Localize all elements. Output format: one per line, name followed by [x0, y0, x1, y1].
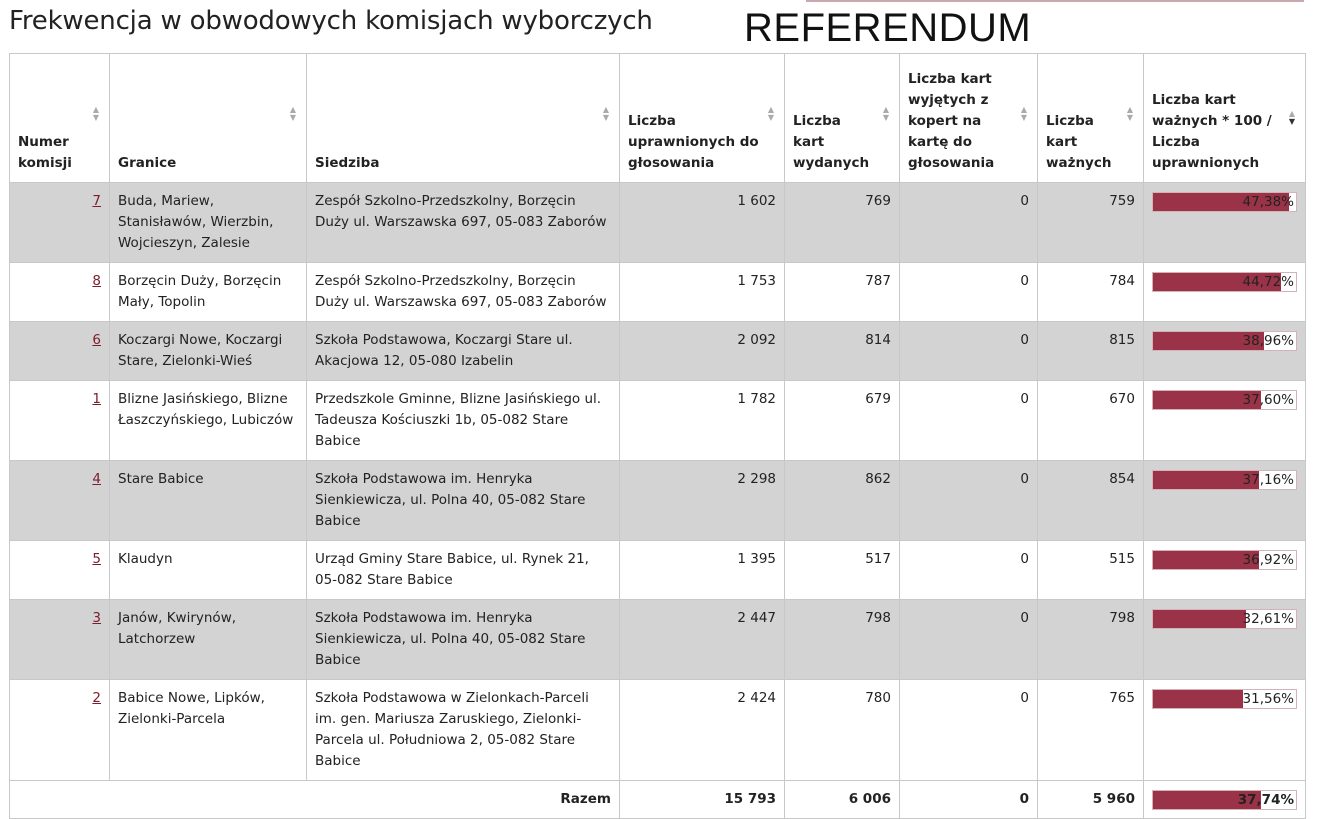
cell-wazne: 759 [1038, 183, 1144, 263]
cell-wazne: 765 [1038, 680, 1144, 781]
cell-wyjete: 0 [900, 600, 1038, 680]
cell-uprawnieni: 2 424 [620, 680, 785, 781]
column-header-wazne[interactable] [1038, 54, 1144, 183]
column-header-uprawnieni[interactable] [620, 54, 785, 183]
cell-frekwencja [1144, 541, 1306, 600]
total-wyjete: 0 [900, 781, 1038, 819]
commission-link[interactable]: 4 [92, 471, 101, 487]
total-frekwencja [1144, 781, 1306, 819]
column-header-label: Liczba uprawnionych do głosowania [628, 113, 759, 171]
cell-granice: Borzęcin Duży, Borzęcin Mały, Topolin [110, 263, 307, 322]
sort-icon[interactable]: ▲ ▼ [602, 105, 610, 122]
cell-numer [10, 600, 110, 680]
cell-numer [10, 381, 110, 461]
cell-wyjete: 0 [900, 381, 1038, 461]
cell-uprawnieni: 2 092 [620, 322, 785, 381]
table-header-row [10, 54, 1306, 183]
cell-numer [10, 183, 110, 263]
cell-siedziba: Zespół Szkolno-Przedszkolny, Borzęcin Duży ul. Warszawska 697, 05-083 Zaborów [307, 263, 620, 322]
turnout-bar-fill [1153, 690, 1243, 708]
referendum-heading: REFERENDUM [744, 6, 1032, 50]
turnout-table [9, 53, 1306, 819]
cell-wydane: 780 [785, 680, 900, 781]
cell-granice: Blizne Jasińskiego, Blizne Łaszczyńskiego, Lubiczów [110, 381, 307, 461]
cell-siedziba: Przedszkole Gminne, Blizne Jasińskiego ul. Tadeusza Kościuszki 1b, 05-082 Stare Babice [307, 381, 620, 461]
column-header-label: Siedziba [315, 155, 380, 171]
commission-link[interactable]: 3 [92, 610, 101, 626]
table-row [10, 183, 1306, 263]
turnout-bar [1152, 331, 1297, 351]
column-header-frekwencja[interactable] [1144, 54, 1306, 183]
commission-link[interactable]: 5 [92, 551, 101, 567]
column-header-granice[interactable] [110, 54, 307, 183]
total-wazne: 5 960 [1038, 781, 1144, 819]
cell-numer [10, 680, 110, 781]
cell-wydane: 769 [785, 183, 900, 263]
cell-wydane: 798 [785, 600, 900, 680]
turnout-percent: 36,92% [1242, 552, 1294, 568]
cell-granice: Klaudyn [110, 541, 307, 600]
cell-wazne: 854 [1038, 461, 1144, 541]
cell-siedziba: Szkoła Podstawowa, Koczargi Stare ul. Akacjowa 12, 05-080 Izabelin [307, 322, 620, 381]
cell-wazne: 784 [1038, 263, 1144, 322]
top-decor-line [806, 0, 1304, 2]
column-header-label: Liczba kart wyjętych z kopert na kartę do głosowania [908, 71, 995, 171]
sort-desc-icon[interactable]: ▲ ▼ [1288, 109, 1296, 126]
cell-wyjete: 0 [900, 322, 1038, 381]
cell-granice: Koczargi Nowe, Koczargi Stare, Zielonki-Wieś [110, 322, 307, 381]
total-wydane: 6 006 [785, 781, 900, 819]
sort-icon[interactable]: ▲ ▼ [1126, 105, 1134, 122]
table-row [10, 541, 1306, 600]
table-row [10, 600, 1306, 680]
cell-siedziba: Szkoła Podstawowa im. Henryka Sienkiewicza, ul. Polna 40, 05-082 Stare Babice [307, 600, 620, 680]
cell-wydane: 814 [785, 322, 900, 381]
cell-granice: Janów, Kwirynów, Latchorzew [110, 600, 307, 680]
cell-uprawnieni: 1 395 [620, 541, 785, 600]
commission-link[interactable]: 1 [92, 391, 101, 407]
cell-granice: Buda, Mariew, Stanisławów, Wierzbin, Wojcieszyn, Zalesie [110, 183, 307, 263]
column-header-wyjete[interactable] [900, 54, 1038, 183]
column-header-siedziba[interactable] [307, 54, 620, 183]
cell-siedziba: Szkoła Podstawowa im. Henryka Sienkiewicza, ul. Polna 40, 05-082 Stare Babice [307, 461, 620, 541]
cell-frekwencja [1144, 680, 1306, 781]
turnout-bar [1152, 390, 1297, 410]
turnout-bar [1152, 609, 1297, 629]
cell-numer [10, 322, 110, 381]
total-row [10, 781, 1306, 819]
cell-frekwencja [1144, 461, 1306, 541]
cell-wazne: 798 [1038, 600, 1144, 680]
table-row [10, 263, 1306, 322]
cell-wazne: 815 [1038, 322, 1144, 381]
cell-wazne: 515 [1038, 541, 1144, 600]
cell-frekwencja [1144, 183, 1306, 263]
cell-numer [10, 541, 110, 600]
turnout-percent: 32,61% [1242, 611, 1294, 627]
cell-wyjete: 0 [900, 263, 1038, 322]
cell-numer [10, 263, 110, 322]
cell-uprawnieni: 1 782 [620, 381, 785, 461]
table-row [10, 680, 1306, 781]
cell-wydane: 862 [785, 461, 900, 541]
turnout-bar [1152, 192, 1297, 212]
turnout-bar [1152, 790, 1297, 810]
cell-siedziba: Szkoła Podstawowa w Zielonkach-Parceli im. gen. Mariusza Zaruskiego, Zielonki-Parcela ul. Południowa 2, 05-082 Stare Babice [307, 680, 620, 781]
cell-wyjete: 0 [900, 541, 1038, 600]
sort-icon[interactable]: ▲ ▼ [767, 105, 775, 122]
turnout-percent: 37,16% [1242, 472, 1294, 488]
cell-frekwencja [1144, 600, 1306, 680]
cell-frekwencja [1144, 322, 1306, 381]
cell-granice: Babice Nowe, Lipków, Zielonki-Parcela [110, 680, 307, 781]
cell-wyjete: 0 [900, 461, 1038, 541]
cell-frekwencja [1144, 263, 1306, 322]
cell-wyjete: 0 [900, 680, 1038, 781]
column-header-wydane[interactable] [785, 54, 900, 183]
cell-wazne: 670 [1038, 381, 1144, 461]
cell-numer [10, 461, 110, 541]
commission-link[interactable]: 7 [92, 193, 101, 209]
sort-icon[interactable]: ▲ ▼ [1020, 105, 1028, 122]
turnout-percent: 38,96% [1242, 333, 1294, 349]
sort-icon[interactable]: ▲ ▼ [92, 105, 100, 122]
table-row [10, 322, 1306, 381]
turnout-bar [1152, 550, 1297, 570]
turnout-percent: 44,72% [1242, 274, 1294, 290]
column-header-label: Liczba kart ważnych * 100 / Liczba uprawnionych [1152, 92, 1272, 171]
turnout-percent: 37,74% [1237, 792, 1294, 808]
page-title: Frekwencja w obwodowych komisjach wyborczych [9, 6, 653, 36]
table-row [10, 381, 1306, 461]
cell-wydane: 517 [785, 541, 900, 600]
commission-link[interactable]: 2 [92, 690, 101, 706]
total-uprawnieni: 15 793 [620, 781, 785, 819]
cell-wydane: 679 [785, 381, 900, 461]
turnout-bar [1152, 470, 1297, 490]
turnout-percent: 31,56% [1242, 691, 1294, 707]
column-header-label: Numer komisji [18, 134, 72, 171]
cell-siedziba: Urząd Gminy Stare Babice, ul. Rynek 21, 05-082 Stare Babice [307, 541, 620, 600]
turnout-bar [1152, 689, 1297, 709]
total-label: Razem [10, 781, 620, 819]
cell-wydane: 787 [785, 263, 900, 322]
table-body [10, 183, 1306, 781]
cell-granice: Stare Babice [110, 461, 307, 541]
cell-wyjete: 0 [900, 183, 1038, 263]
cell-uprawnieni: 1 602 [620, 183, 785, 263]
sort-icon[interactable]: ▲ ▼ [882, 105, 890, 122]
column-header-label: Liczba kart wydanych [793, 113, 870, 171]
cell-siedziba: Zespół Szkolno-Przedszkolny, Borzęcin Duży ul. Warszawska 697, 05-083 Zaborów [307, 183, 620, 263]
column-header-label: Granice [118, 155, 177, 171]
turnout-percent: 47,38% [1242, 194, 1294, 210]
cell-uprawnieni: 1 753 [620, 263, 785, 322]
cell-uprawnieni: 2 447 [620, 600, 785, 680]
sort-icon[interactable]: ▲ ▼ [289, 105, 297, 122]
commission-link[interactable]: 6 [92, 332, 101, 348]
cell-frekwencja [1144, 381, 1306, 461]
turnout-bar-fill [1153, 610, 1246, 628]
commission-link[interactable]: 8 [92, 273, 101, 289]
table-row [10, 461, 1306, 541]
column-header-label: Liczba kart ważnych [1046, 113, 1112, 171]
cell-uprawnieni: 2 298 [620, 461, 785, 541]
column-header-numer[interactable] [10, 54, 110, 183]
turnout-bar [1152, 272, 1297, 292]
turnout-percent: 37,60% [1242, 392, 1294, 408]
